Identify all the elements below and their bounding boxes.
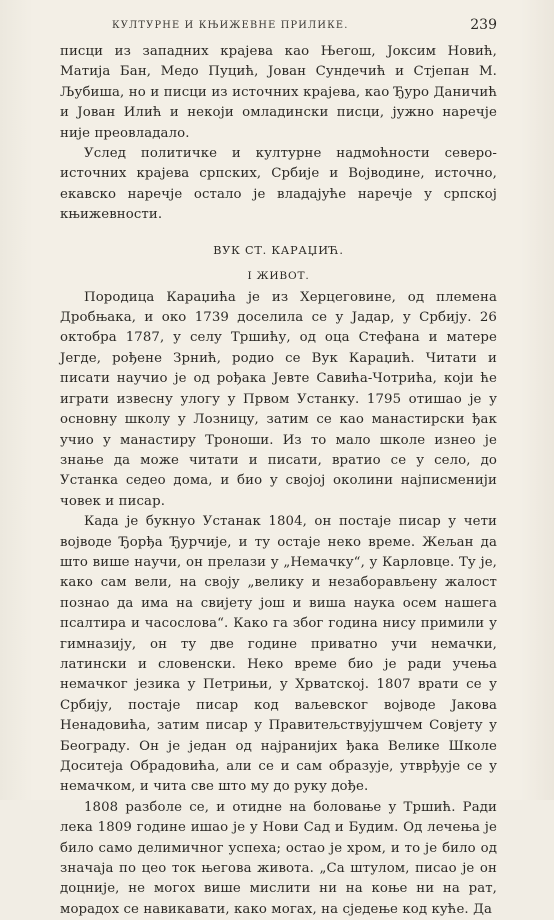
paragraph-dialect-conclusion: Услед политичке и културне надмоћности северо-источних крајева српских, Србије и Војводине, источно, екавско наречје остало је владајуће наречје у српској књижевности. [60,146,497,223]
paragraph-continued: писци из западних крајева као Његош, Јоксим Новић, Матија Бан, Медо Пуцић, Јован Сундечић и Стјепан М. Љубиша, но и писци из источних крајева, као Ђуро Даничић и Јован Илић и некоји омладински писци, јужно наречје није преовладало. [60,44,497,141]
running-title: КУЛТУРНЕ И КЊИЖЕВНЕ ПРИЛИКЕ. [112,20,349,31]
paragraph-illness: 1808 разболе се, и отидне на боловање у Тршић. Ради лека 1809 године ишао је у Нови Сад и Будим. Од лечења је било само делимичног успеха; остао је хром, и то је било од значаја по цео ток његова живота. „Са штулом, писао је он доцније, не могох више мислити ни на коње ни на рат, морадох се навикавати, како могах, на сједење код куће. Да [60,799,497,917]
running-head [60,18,497,38]
page-number: 239 [470,17,497,33]
page-body [60,42,497,920]
paragraph-uprising: Када је букнуо Устанак 1804, он постаје писар у чети војводе Ђорђа Ђурчије, и ту остаје неко време. Жељан да што више научи, он прелази у „Немачку“, у Карловце. Ту је, како сам вели, на своју „велику и незаборављену жалост познао да има на свијету још и виша наука осем нашега псалтира и часослова“. Како га због година нису примили у гимназију, он ту две године приватно учи немачки, латински и словенски. Неко време био је ради учења немачког језика у Петрињи, у Хрватској. 1807 врати се у Србију, постаје писар код ваљевског војводе Јакова Ненадовића, затим писар у Правитељствујушчем Совјету у Београду. Он је један од најранијих ђака Велике Школе Доситеја Обрадовића, али се и сам образује, утврђује се у немачком, и чита све што му до руку дође. [60,514,497,795]
paragraph-family: Породица Караџића је из Херцеговине, од племена Дробњака, и око 1739 доселила се у Јадар, у Србију. 26 октобра 1787, у селу Тршићу, од оца Стефана и матере Јегде, рођене Зрнић, родио се Вук Караџић. Читати и писати научио је од рођака Јевте Савића-Чотрића, који ће играти извесну улогу у Првом Устанку. 1795 отишао је у основну школу у Лозницу, затим се као манастирски ђак учио у манастиру Троноши. Из то мало школе изнео је знање да може читати и писати, вратио се у село, до Устанка седео дома, и био у својој околини најписменији човек и писар. [60,289,497,509]
section-title: ВУК СТ. КАРАЏИЋ. [213,243,344,257]
subsection-title: I ЖИВОТ. [247,269,310,282]
